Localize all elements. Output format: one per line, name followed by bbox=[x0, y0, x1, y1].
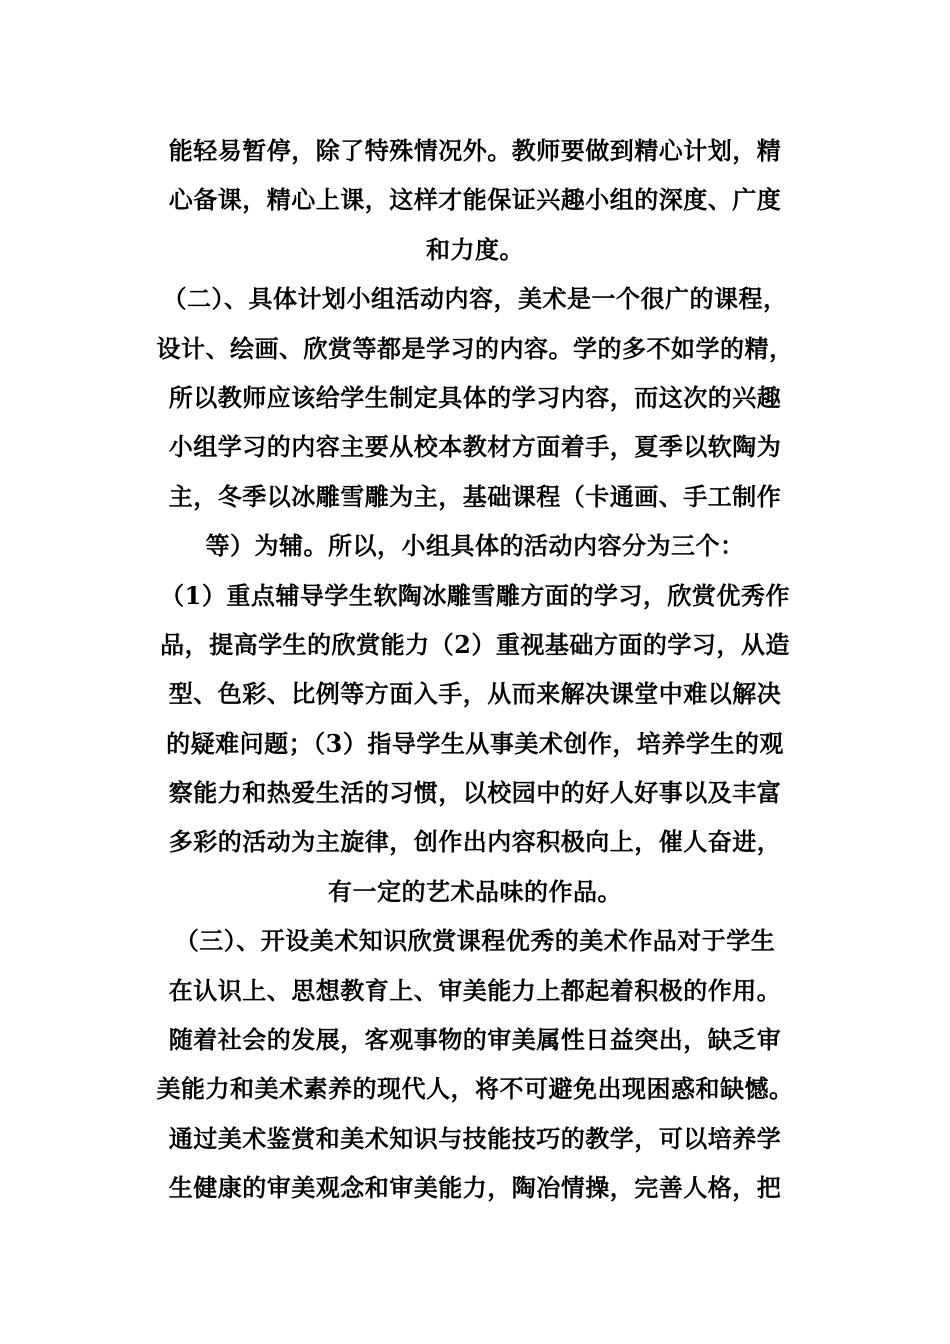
text-line: 设计、绘画、欣赏等都是学习的内容。学的多不如学的精， bbox=[156, 333, 794, 363]
text-line: 型、色彩、比例等方面入手，从而来解决课堂中难以解决 bbox=[168, 679, 782, 709]
text-line: 心备课，精心上课，这样才能保证兴趣小组的深度、广度 bbox=[168, 185, 782, 215]
text-line: （1）重点辅导学生软陶冰雕雪雕方面的学习，欣赏优秀作 bbox=[160, 580, 790, 610]
text-line: 生健康的审美观念和审美能力，陶冶情操，完善人格，把 bbox=[168, 1173, 782, 1203]
body-text bbox=[120, 126, 830, 1213]
text-line: 主，冬季以冰雕雪雕为主，基础课程（卡通画、手工制作 bbox=[168, 481, 782, 511]
text-line: 能轻易暂停，除了特殊情况外。教师要做到精心计划，精 bbox=[168, 136, 782, 165]
text-line: （三）、开设美术知识欣赏课程优秀的美术作品对于学生 bbox=[174, 926, 776, 956]
text-line: 多彩的活动为主旋律，创作出内容积极向上，催人奋进， bbox=[168, 827, 782, 857]
text-line: 品，提高学生的欣赏能力（2）重视基础方面的学习，从造 bbox=[160, 629, 790, 659]
text-line: 等）为辅。所以，小组具体的活动内容分为三个： bbox=[205, 531, 745, 561]
text-line: 的疑难问题；（3）指导学生从事美术创作，培养学生的观 bbox=[166, 728, 784, 758]
text-line: 和力度。 bbox=[426, 234, 524, 264]
text-line: 察能力和热爱生活的习惯，以校园中的好人好事以及丰富 bbox=[168, 778, 782, 808]
text-line: 美能力和美术素养的现代人，将不可避免出现困惑和缺憾。 bbox=[156, 1074, 794, 1104]
text-line: 随着社会的发展，客观事物的审美属性日益突出，缺乏审 bbox=[168, 1025, 782, 1055]
text-line: 小组学习的内容主要从校本教材方面着手，夏季以软陶为 bbox=[168, 432, 782, 462]
text-line: 通过美术鉴赏和美术知识与技能技巧的教学，可以培养学 bbox=[168, 1123, 782, 1153]
text-line: （二）、具体计划小组活动内容，美术是一个很广的课程， bbox=[162, 284, 788, 314]
text-line: 有一定的艺术品味的作品。 bbox=[328, 876, 622, 906]
text-line: 在认识上、思想教育上、审美能力上都起着积极的作用。 bbox=[168, 975, 782, 1005]
text-line: 所以教师应该给学生制定具体的学习内容，而这次的兴趣 bbox=[168, 382, 782, 412]
